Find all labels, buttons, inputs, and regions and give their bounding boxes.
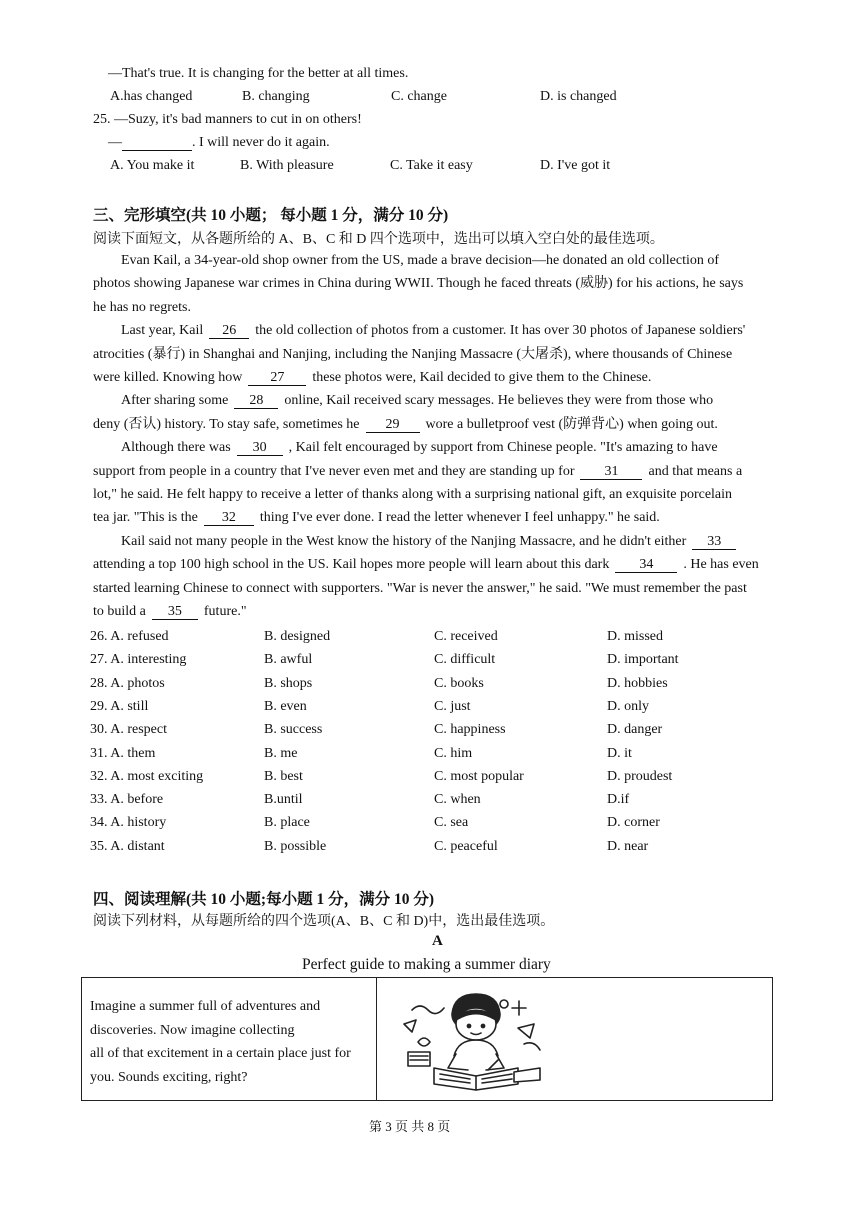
choice-27-a: 27. A. interesting — [90, 652, 187, 668]
passage-line — [93, 577, 793, 600]
passage-line — [93, 600, 793, 623]
passage-line — [93, 553, 793, 576]
passage-line — [93, 483, 793, 506]
intro-line-2: discoveries. Now imagine collecting — [90, 1022, 295, 1038]
passage-text: , Kail felt encouraged by support from Chinese people. "It's amazing to have — [288, 440, 718, 456]
passage-line — [93, 460, 793, 483]
passage-text: Kail said not many people in the West know the history of the Nanjing Massacre, and he didn't either — [121, 533, 687, 549]
cloze-blank-26: 26 — [209, 324, 249, 339]
q24-option-a: A.has changed — [110, 89, 193, 104]
choice-27-d: D. important — [607, 652, 679, 668]
choice-34-c: C. sea — [434, 815, 469, 831]
passage-line — [93, 272, 793, 295]
choice-29-a: 29. A. still — [90, 698, 149, 714]
choice-28-c: C. books — [434, 675, 484, 691]
passage-text: online, Kail received scary messages. He believes they were from those who — [284, 393, 714, 409]
choice-30-c: C. happiness — [434, 722, 506, 738]
choice-31-b: B. me — [264, 745, 298, 761]
choice-29-d: D. only — [607, 698, 649, 714]
passage-letter: A — [432, 933, 443, 949]
passage-text: the old collection of photos from a customer. It has over 30 photos of Japanese soldiers' — [255, 323, 746, 339]
choice-34-b: B. place — [264, 815, 310, 831]
choice-29-b: B. even — [264, 698, 307, 714]
choice-33-d: D.if — [607, 792, 630, 808]
cloze-blank-32: 32 — [204, 511, 254, 526]
choice-33-c: C. when — [434, 792, 481, 808]
passage-text: thing I've ever done. I read the letter whenever I feel unhappy." he said. — [259, 510, 660, 526]
choice-27-c: C. difficult — [434, 652, 496, 668]
passage-text: After sharing some — [121, 393, 229, 409]
cloze-blank-28: 28 — [234, 394, 278, 409]
intro-line-4: you. Sounds exciting, right? — [90, 1069, 248, 1085]
passage-line — [93, 436, 793, 459]
passage-title: Perfect guide to making a summer diary — [302, 956, 551, 973]
q25-option-b: B. With pleasure — [240, 158, 334, 173]
choice-28-b: B. shops — [264, 675, 313, 691]
passage-text: wore a bulletproof vest (防弹背心) when going out. — [425, 416, 718, 432]
passage-text: and that means a — [648, 463, 743, 479]
choice-33-b: B.until — [264, 792, 303, 808]
child-writing-diary-illustration — [394, 984, 554, 1094]
passage-line — [93, 249, 793, 272]
choice-26-d: D. missed — [607, 629, 663, 644]
q25-prompt: 25. —Suzy, it's bad manners to cut in on others! — [93, 112, 362, 127]
passage-line — [93, 296, 793, 319]
choice-31-c: C. him — [434, 745, 473, 761]
page-footer: 第 3 页 共 8 页 — [369, 1119, 451, 1134]
box-divider — [376, 978, 377, 1100]
choice-28-d: D. hobbies — [607, 675, 668, 691]
choice-30-b: B. success — [264, 722, 323, 738]
q25-reply-text: . I will never do it again. — [192, 135, 330, 150]
cloze-blank-35: 35 — [152, 605, 198, 620]
passage-text: attending a top 100 high school in the US. Kail hopes more people will learn about this dark — [93, 557, 610, 573]
passage-text: photos showing Japanese war crimes in China during WWII. Though he faced threats (威胁) for his actions, he says — [93, 276, 744, 292]
intro-box-text — [90, 995, 351, 1089]
choice-32-d: D. proudest — [607, 768, 673, 784]
choice-26-a: 26. A. refused — [90, 629, 169, 644]
passage-text: Although there was — [121, 440, 231, 456]
passage-text: atrocities (暴行) in Shanghai and Nanjing, including the Nanjing Massacre (大屠杀), where thousands of Chinese — [93, 346, 733, 362]
passage-line — [93, 530, 793, 553]
choice-26-b: B. designed — [264, 629, 331, 644]
q25-option-a: A. You make it — [110, 158, 195, 173]
passage-line — [93, 389, 793, 412]
cloze-blank-27: 27 — [248, 371, 306, 386]
cloze-passage — [93, 249, 793, 624]
q25-blank — [122, 136, 192, 151]
passage-line — [93, 413, 793, 436]
q24-option-c: C. change — [391, 89, 447, 104]
q24-option-b: B. changing — [242, 89, 310, 104]
q25-option-d: D. I've got it — [540, 158, 611, 173]
passage-text: to build a — [93, 604, 146, 620]
passage-text: . He has even — [683, 557, 759, 573]
intro-line-1: Imagine a summer full of adventures and — [90, 999, 321, 1014]
choice-33-a: 33. A. before — [90, 792, 164, 808]
choice-32-c: C. most popular — [434, 768, 524, 784]
q25-reply — [108, 135, 330, 151]
choice-30-a: 30. A. respect — [90, 722, 167, 738]
choice-32-a: 32. A. most exciting — [90, 768, 204, 784]
passage-text: future." — [203, 604, 247, 620]
passage-text: deny (否认) history. To stay safe, sometimes he — [93, 416, 360, 432]
choice-30-d: D. danger — [607, 722, 663, 738]
q24-response: —That's true. It is changing for the better at all times. — [108, 66, 409, 81]
choice-35-c: C. peaceful — [434, 838, 498, 854]
choice-28-a: 28. A. photos — [90, 675, 165, 691]
cloze-blank-31: 31 — [580, 465, 642, 480]
passage-text: these photos were, Kail decided to give them to the Chinese. — [312, 370, 652, 386]
passage-line — [93, 506, 793, 529]
cloze-blank-34: 34 — [615, 558, 677, 573]
passage-text: Last year, Kail — [121, 323, 204, 339]
choice-31-a: 31. A. them — [90, 745, 156, 761]
passage-text: support from people in a country that I've never even met and they are standing up for — [93, 463, 575, 479]
choice-27-b: B. awful — [264, 652, 313, 668]
cloze-blank-33: 33 — [692, 535, 736, 550]
section4-title: 四、阅读理解(共 10 小题;每小题 1 分，满分 10 分) — [93, 891, 434, 908]
passage-text: tea jar. "This is the — [93, 510, 198, 526]
choice-29-c: C. just — [434, 698, 471, 714]
passage-text: started learning Chinese to connect with supporters. "War is never the answer," he said. "We must remember the past — [93, 580, 747, 596]
choice-34-d: D. corner — [607, 815, 660, 831]
section4-instruction: 阅读下列材料，从每题所给的四个选项(A、B、C 和 D)中，选出最佳选项。 — [93, 914, 555, 929]
choice-34-a: 34. A. history — [90, 815, 167, 831]
cloze-blank-29: 29 — [366, 418, 420, 433]
passage-text: lot," he said. He felt happy to receive a letter of thanks along with a surprising national gift, an exquisite porcelain — [93, 487, 733, 503]
q25-dash: — — [108, 135, 122, 150]
passage-text: were killed. Knowing how — [93, 370, 243, 386]
passage-line — [93, 366, 793, 389]
passage-line — [93, 319, 793, 342]
intro-line-3: all of that excitement in a certain place just for — [90, 1046, 351, 1061]
section3-instruction: 阅读下面短文，从各题所给的 A、B、C 和 D 四个选项中，选出可以填入空白处的最佳选项。 — [93, 232, 664, 247]
passage-text: he has no regrets. — [93, 299, 191, 315]
passage-line — [93, 343, 793, 366]
choice-35-a: 35. A. distant — [90, 838, 165, 854]
choice-35-b: B. possible — [264, 838, 327, 854]
choice-26-c: C. received — [434, 629, 498, 644]
choice-32-b: B. best — [264, 768, 303, 784]
section3-title: 三、完形填空(共 10 小题； 每小题 1 分，满分 10 分) — [93, 207, 449, 224]
intro-box — [81, 977, 773, 1101]
passage-text: Evan Kail, a 34-year-old shop owner from the US, made a brave decision—he donated an old collection of — [121, 253, 720, 268]
q25-option-c: C. Take it easy — [390, 158, 473, 173]
cloze-blank-30: 30 — [237, 441, 283, 456]
choice-31-d: D. it — [607, 745, 632, 761]
choice-35-d: D. near — [607, 838, 649, 854]
q24-option-d: D. is changed — [540, 89, 617, 104]
